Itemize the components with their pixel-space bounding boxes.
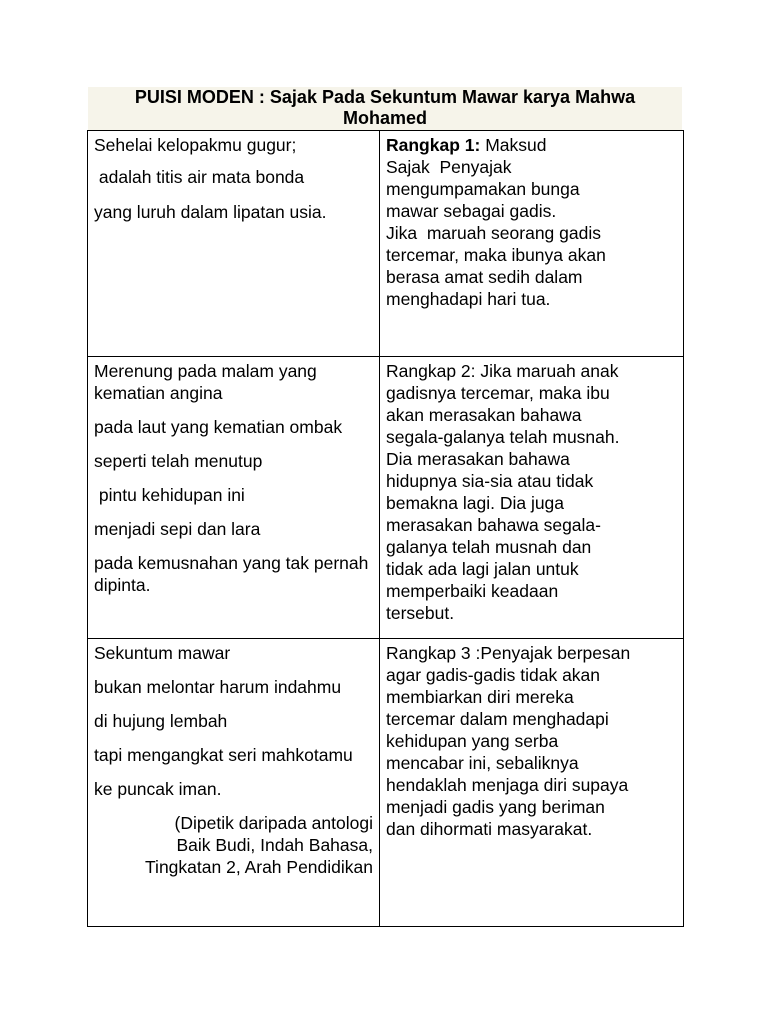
explanation-body: Maksud Sajak Penyajak mengumpamakan bunga mawar sebagai gadis. Jika maruah seorang gadis tercemar, maka ibunya akan berasa amat sedih dalam menghadapi hari tua.: [386, 135, 606, 309]
explanation-cell: [380, 131, 684, 357]
poem-line: adalah titis air mata bonda: [94, 167, 305, 187]
poem-line: Merenung pada malam yang kematian angina: [94, 361, 322, 403]
explanation-text: Rangkap 2: Jika maruah anak gadisnya tercemar, maka ibu akan merasakan bahawa segala-galanya telah musnah. Dia merasakan bahawa hidupnya sia-sia atau tidak bemakna lagi. Dia juga merasakan bahawa segala- galanya telah musnah dan tidak ada lagi jalan untuk memperbaiki keadaan tersebut.: [386, 361, 620, 623]
poem-stanza-cell: [88, 357, 380, 639]
poem-line: pada kemusnahan yang tak pernah dipinta.: [94, 553, 374, 595]
poem-table: [87, 130, 684, 927]
explanation-text: Rangkap 3 :Penyajak berpesan agar gadis-gadis tidak akan membiarkan diri mereka tercemar dalam menghadapi kehidupan yang serba mencabar ini, sebaliknya hendaklah menjaga diri supaya menjadi gadis yang beriman dan dihormati masyarakat.: [386, 643, 631, 839]
poem-line: menjadi sepi dan lara: [94, 519, 261, 539]
title-line-1: PUISI MODEN : Sajak Pada Sekuntum Mawar karya Mahwa: [134, 87, 636, 107]
table-row: [88, 131, 684, 357]
poem-line: pintu kehidupan ini: [94, 485, 245, 505]
explanation-cell: [380, 357, 684, 639]
poem-stanza-cell: [88, 639, 380, 927]
stanza-label: Rangkap 1:: [386, 135, 481, 155]
poem-line: di hujung lembah: [94, 711, 228, 731]
explanation-cell: [380, 639, 684, 927]
poem-stanza-cell: [88, 131, 380, 357]
poem-line: tapi mengangkat seri mahkotamu: [94, 745, 353, 765]
poem-line: ke puncak iman.: [94, 779, 222, 799]
poem-line: pada laut yang kematian ombak: [94, 417, 343, 437]
poem-line: Sekuntum mawar: [94, 643, 231, 663]
table-row: [88, 357, 684, 639]
title-line-2: Mohamed: [342, 108, 427, 128]
poem-line: seperti telah menutup: [94, 451, 263, 471]
poem-line: yang luruh dalam lipatan usia.: [94, 202, 327, 222]
poem-line: Sehelai kelopakmu gugur;: [94, 135, 297, 155]
table-row: [88, 639, 684, 927]
poem-line: bukan melontar harum indahmu: [94, 677, 342, 697]
source-citation: (Dipetik daripada antologi Baik Budi, Indah Bahasa, Tingkatan 2, Arah Pendidikan: [145, 813, 373, 877]
explanation-text: [386, 134, 677, 310]
document-title: [88, 87, 682, 130]
